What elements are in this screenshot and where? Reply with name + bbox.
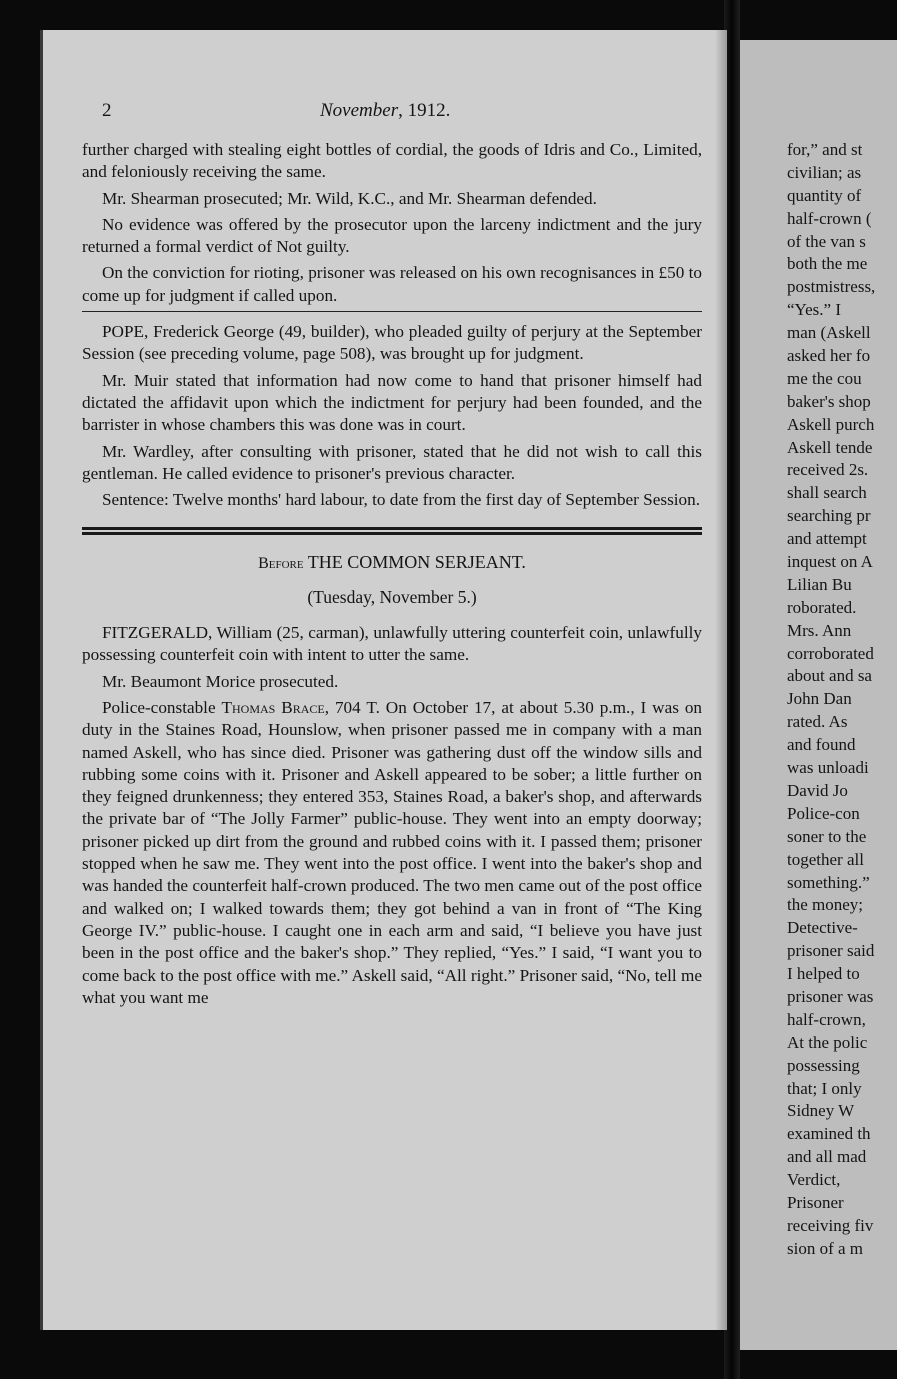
facing-page-line: soner to the — [787, 826, 867, 846]
facing-page-line: man (Askell — [787, 323, 871, 343]
case2-charge: (49, builder), who pleaded guilty of perjury at the September Session (see preceding volume, page 508), was brought up for judgment. — [82, 322, 702, 364]
header-date — [320, 100, 450, 122]
facing-page-line: something.” — [787, 872, 870, 892]
facing-page-line: civilian; as — [787, 162, 862, 182]
case2-paragraph-2: Mr. Muir stated that information had now come to hand that prisoner himself had dictated the affidavit upon which the indictment for perjury had been founded, and the barrister in whose chambers this was done was in court. — [82, 370, 702, 435]
section-heading — [82, 551, 702, 575]
section-title: THE COMMON SERJEANT. — [303, 552, 526, 573]
facing-page-line: corroborated — [787, 643, 874, 663]
case2-paragraph-4: Sentence: Twelve months' hard labour, to date from the first day of September Session. — [102, 490, 701, 510]
case3-testimony: , 704 T. On October 17, at about 5.30 p.m., I was on duty in the Staines Road, Hounslow, when prisoner passed me in company with a man named Askell, who has since died. Prisoner was gathering dust off the window sills and rubbing some coins with it. Prisoner and Askell appeared to be sober; a little further on they feigned drunkenness; they entered 353, Staines Road, a baker's shop, and afterwards the private bar of “The Jolly Farmer” public-house. They went into an empty doorway; prisoner picked up dirt from the ground and rubbed coins with it. I passed them; prisoner stopped when he saw me. They went into the post office. I went into the baker's shop and was handed the counterfeit half-crown produced. The two men came out of the post office and walked on; I walked towards them; they got behind a van in front of “The King George IV.” public-house. I caught one in each arm and said, “I believe you have just been in the post office and the baker's shop.” They replied, “Yes.” I said, “I want you to come back to the post office with me.” Askell said, “All right.” Prisoner said, “No, tell me what you want me — [82, 697, 703, 1007]
facing-page-line: about and sa — [787, 666, 872, 686]
facing-page-line: asked her fo — [787, 346, 871, 366]
facing-page-line: and attempt — [787, 529, 867, 549]
facing-page-line: and found — [787, 735, 856, 755]
case1-paragraph-4: On the conviction for rioting, prisoner was released on his own recognisances in £50 to come up for judgment if called upon. — [82, 263, 702, 305]
facing-page-line: possessing — [787, 1055, 860, 1075]
facing-page-line: half-crown, — [787, 1009, 866, 1029]
case1-paragraph-1: further charged with stealing eight bottles of cordial, the goods of Idris and Co., Limited, and feloniously receiving the same. — [82, 140, 702, 182]
facing-page-line: half-crown ( — [787, 208, 872, 228]
case3-defendant: FITZGERALD, William — [102, 623, 273, 643]
case3-witness: Thomas Brace — [221, 697, 325, 717]
facing-page-line: was unloadi — [787, 758, 869, 778]
facing-page-line: and all mad — [787, 1147, 867, 1167]
running-header — [102, 100, 482, 130]
case2-defendant: POPE, Frederick George — [102, 322, 275, 342]
facing-page-line: Police-con — [787, 803, 860, 823]
main-column — [82, 139, 702, 1013]
case-divider — [82, 311, 702, 312]
facing-page-line: together all — [787, 849, 864, 869]
facing-page-line: baker's shop — [787, 391, 871, 411]
facing-page-line: received 2s. — [787, 460, 869, 480]
facing-page-line: me the cou — [787, 368, 862, 388]
facing-page-line: inquest on A — [787, 552, 873, 572]
facing-page-line: receiving fiv — [787, 1215, 874, 1235]
facing-page-line: Prisoner — [787, 1192, 844, 1212]
facing-page-line: At the polic — [787, 1032, 868, 1052]
facing-page-line: Detective- — [787, 918, 858, 938]
facing-page-line: Askell purch — [787, 414, 875, 434]
facing-page-line: prisoner was — [787, 986, 874, 1006]
case2-paragraph-3: Mr. Wardley, after consulting with prisoner, stated that he did not wish to call this gentleman. He called evidence to prisoner's previous character. — [82, 441, 702, 483]
facing-page-line: of the van s — [787, 231, 866, 251]
case3-witness-rank: Police-constable — [102, 697, 222, 717]
page-number: 2 — [102, 100, 112, 121]
facing-page-line: roborated. — [787, 597, 857, 617]
facing-page-line: the money; — [787, 895, 864, 915]
facing-page-line: Askell tende — [787, 437, 873, 457]
section-divider — [82, 527, 702, 535]
facing-page-line: I helped to — [787, 964, 860, 984]
facing-page-line: both the me — [787, 254, 868, 274]
facing-page-line: Verdict, — [787, 1170, 841, 1190]
facing-page-line: shall search — [787, 483, 867, 503]
facing-page-line: sion of a m — [787, 1238, 864, 1258]
facing-page-line: Lilian Bu — [787, 574, 852, 594]
facing-page-line: prisoner said — [787, 941, 875, 961]
facing-page-line: Sidney W — [787, 1101, 855, 1121]
case2-paragraph-1 — [82, 321, 702, 366]
facing-page-line: Mrs. Ann — [787, 620, 852, 640]
case3-paragraph-3 — [82, 697, 702, 1009]
case3-charge: (25, carman), unlawfully uttering counterfeit coin, unlawfully possessing counterfeit coin with intent to utter the same. — [82, 623, 702, 665]
facing-page-line: John Dan — [787, 689, 852, 709]
section-date: (Tuesday, November 5.) — [307, 586, 477, 607]
facing-page-line: for,” and st — [787, 140, 863, 159]
page-edge-shadow — [715, 30, 727, 1330]
facing-page-line: that; I only — [787, 1078, 862, 1098]
facing-page-line: postmistress, — [787, 277, 876, 297]
facing-page-column — [787, 139, 897, 1261]
section-before: Before — [258, 555, 304, 573]
header-month: November — [320, 100, 399, 121]
facing-page-line: “Yes.” I — [787, 300, 841, 320]
facing-page-line: rated. As — [787, 712, 848, 732]
case3-paragraph-2: Mr. Beaumont Morice prosecuted. — [102, 671, 339, 691]
facing-page-line: examined th — [787, 1124, 871, 1144]
facing-page-line: David Jo — [787, 780, 848, 800]
case1-paragraph-3: No evidence was offered by the prosecutor upon the larceny indictment and the jury returned a formal verdict of Not guilty. — [82, 214, 702, 257]
case1-paragraph-2: Mr. Shearman prosecuted; Mr. Wild, K.C., and Mr. Shearman defended. — [102, 188, 597, 208]
header-year: , 1912. — [398, 100, 451, 121]
facing-page-line: searching pr — [787, 506, 871, 526]
case3-paragraph-1 — [82, 622, 702, 667]
facing-page-line: quantity of — [787, 185, 862, 205]
